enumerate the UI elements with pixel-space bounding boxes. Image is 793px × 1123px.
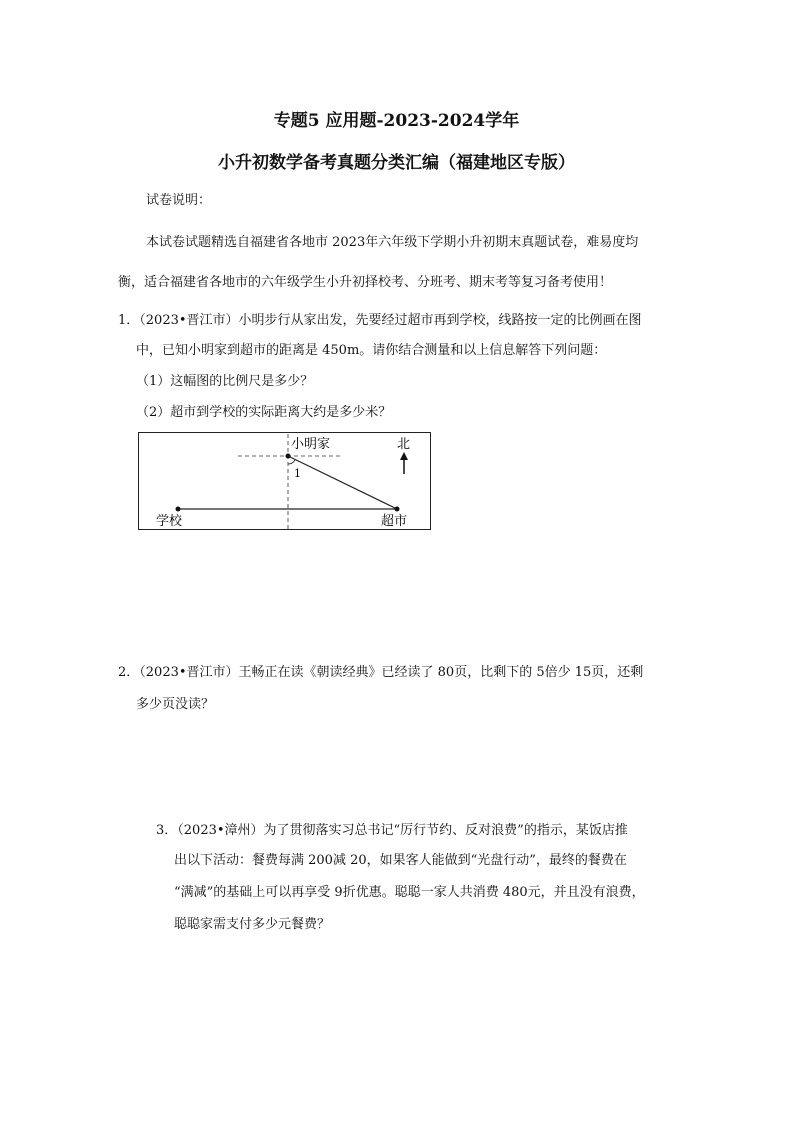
question-1-sub2: （2）超市到学校的实际距离大约是多少米？: [136, 405, 392, 420]
angle-label: 1: [294, 467, 301, 480]
route-diagram: [138, 432, 432, 532]
question-1-line2: 中，已知小明家到超市的距离是 450m。请你结合测量和以上信息解答下列问题：: [136, 343, 607, 358]
page-title-line2: 小升初数学备考真题分类汇编（福建地区专版）: [218, 153, 575, 173]
question-3-line4: 聪聪家需支付多少元餐费？: [174, 917, 331, 932]
question-3-line3: “满减”的基础上可以再享受 9折优惠。聪聪一家人共消费 480元，并且没有浪费，: [174, 885, 645, 900]
question-2-line2: 多少页没读？: [136, 697, 215, 712]
question-3-line1: 3．（2023•漳州）为了贯彻落实习总书记“厉行节约、反对浪费”的指示，某饭店推: [156, 823, 628, 838]
angle-1-arc: [288, 460, 295, 464]
market-label: 超市: [381, 514, 408, 529]
home-to-market-line: [288, 456, 397, 509]
market-point: [395, 507, 400, 512]
school-label: 学校: [156, 514, 183, 529]
home-label: 小明家: [291, 437, 331, 452]
question-3-line2: 出以下活动：餐费每满 200减 20，如果客人能做到“光盘行动”，最终的餐费在: [174, 853, 627, 868]
north-label: 北: [397, 437, 411, 452]
note-line2: 衡，适合福建省各地市的六年级学生小升初择校考、分班考、期末考等复习备考使用！: [118, 275, 613, 290]
question-2-line1: 2．（2023•晋江市）王畅正在读《朝读经典》已经读了 80页，比剩下的 5倍少 15页，还剩: [118, 665, 644, 680]
note-line1: 本试卷试题精选自福建省各地市 2023年六年级下学期小升初期末真题试卷，难易度均: [146, 235, 639, 250]
north-arrow-icon: [400, 452, 408, 460]
note-heading: 试卷说明：: [146, 193, 212, 208]
page-title-line1: 专题5 应用题-2023-2024学年: [273, 111, 520, 131]
question-1-line1: 1．（2023•晋江市）小明步行从家出发，先要经过超市再到学校，线路按一定的比例画在图: [118, 313, 642, 328]
question-1-sub1: （1）这幅图的比例尺是多少？: [136, 374, 314, 389]
school-point: [176, 507, 181, 512]
home-point: [286, 454, 291, 459]
